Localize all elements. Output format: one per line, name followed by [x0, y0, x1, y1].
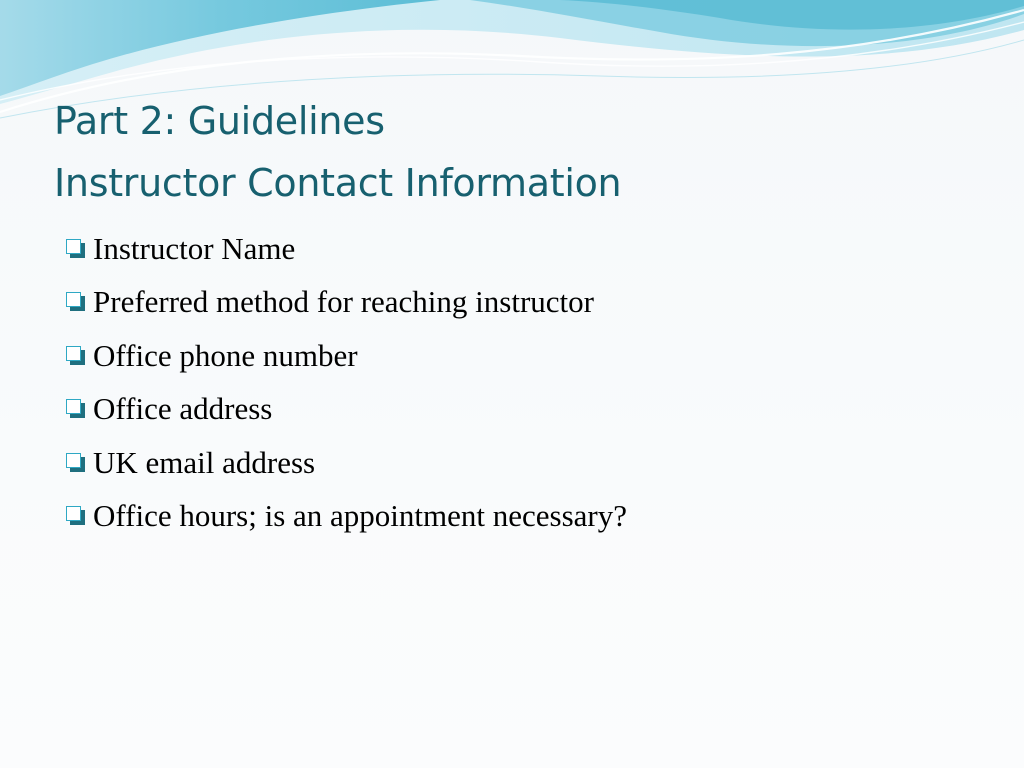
bullet-list [66, 222, 627, 543]
list-item [66, 329, 627, 383]
list-item [66, 436, 627, 490]
hollow-square-bullet-icon [66, 291, 88, 313]
list-item [66, 222, 627, 276]
hollow-square-bullet-icon [66, 505, 88, 527]
list-item-text: Office address [93, 391, 273, 427]
hollow-square-bullet-icon [66, 398, 88, 420]
list-item [66, 276, 627, 330]
list-item [66, 383, 627, 437]
hollow-square-bullet-icon [66, 238, 88, 260]
hollow-square-bullet-icon [66, 345, 88, 367]
title-line-subject: Instructor Contact Information [54, 161, 622, 205]
title-line-part: Part 2: Guidelines [54, 99, 385, 143]
slide-title [54, 90, 621, 214]
list-item-text: Office phone number [93, 337, 358, 373]
list-item-text: UK email address [93, 444, 316, 480]
hollow-square-bullet-icon [66, 452, 88, 474]
list-item-text: Office hours; is an appointment necessary? [93, 498, 628, 534]
list-item-text: Instructor Name [93, 230, 296, 266]
list-item [66, 490, 627, 544]
list-item-text: Preferred method for reaching instructor [93, 284, 594, 320]
